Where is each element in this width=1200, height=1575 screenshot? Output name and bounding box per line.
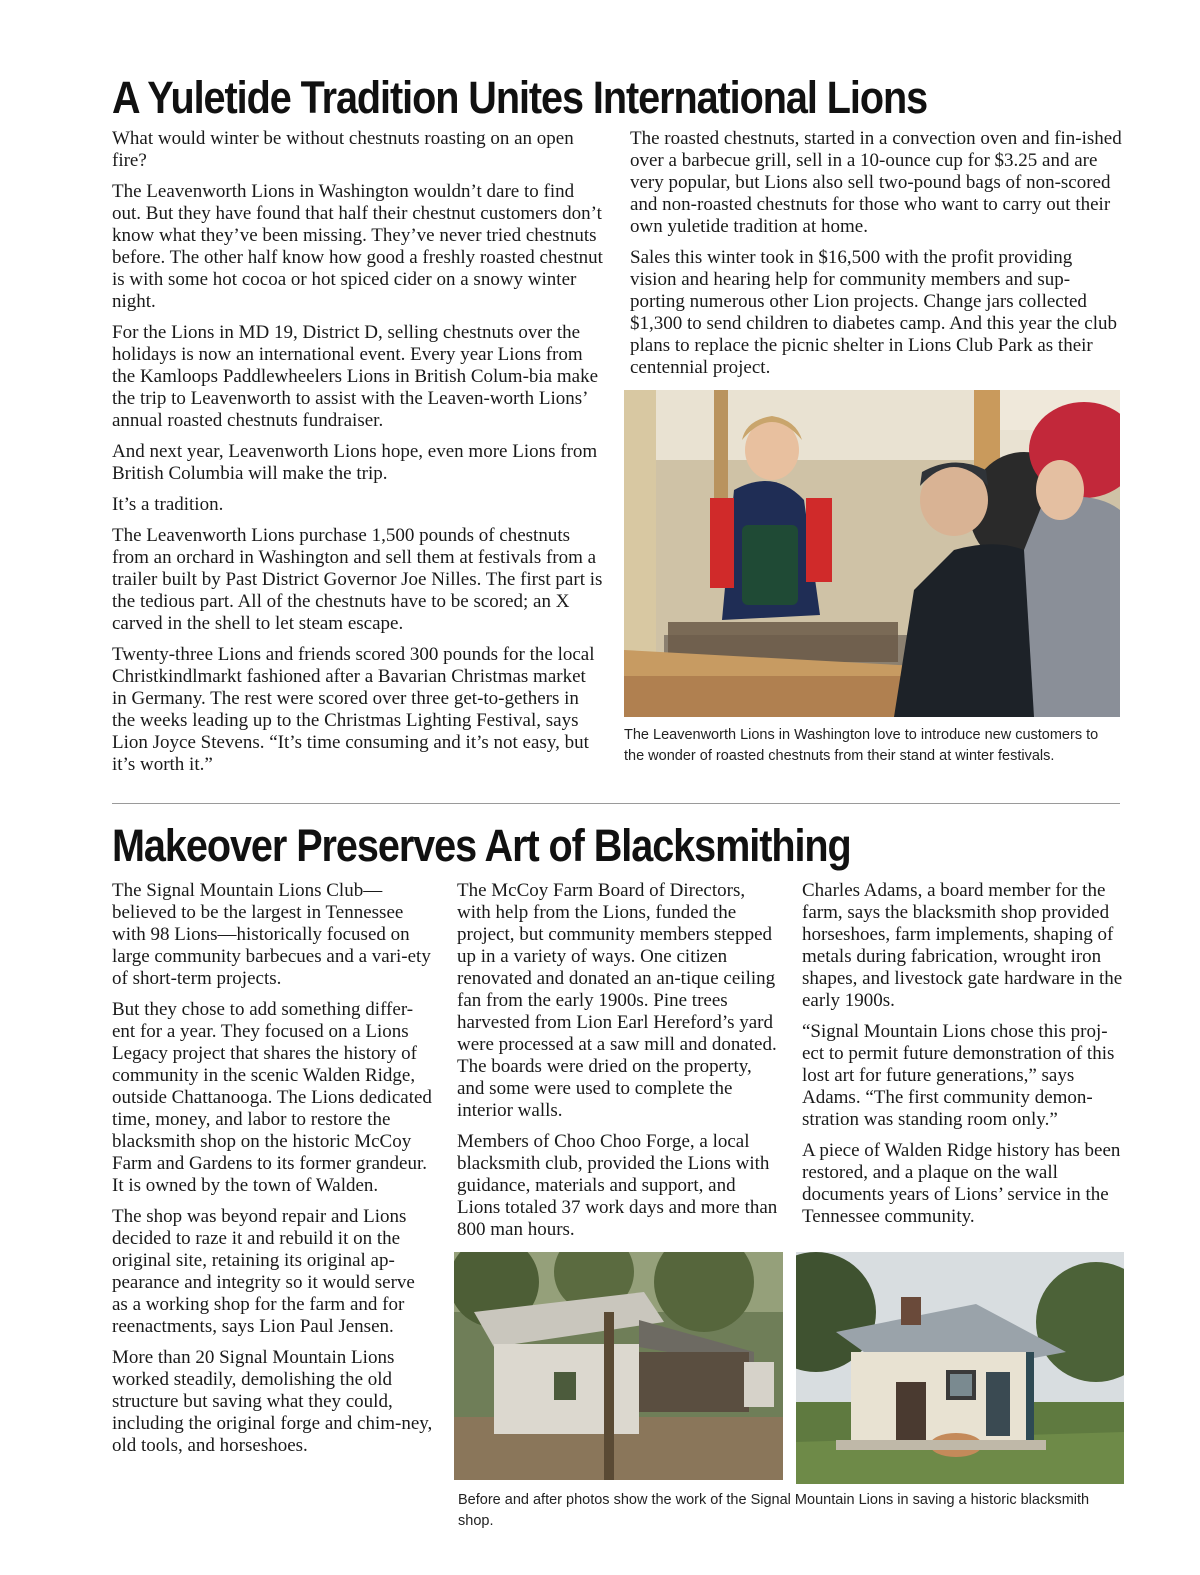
article-title-blacksmithing: Makeover Preserves Art of Blacksmithing [112, 820, 851, 871]
section-divider [112, 803, 1120, 804]
paragraph: And next year, Leavenworth Lions hope, even more Lions from British Columbia will make the trip. [112, 441, 598, 484]
paragraph: The Signal Mountain Lions Club—believed to be the largest in Tennessee with 98 Lions—historically focused on large community barbecues and a vari-ety of short-term projects. [112, 880, 431, 989]
photo-blacksmith-shop-after [796, 1252, 1124, 1484]
article2-column-1 [112, 880, 434, 1466]
photo-blacksmith-shop-before [454, 1252, 783, 1480]
paragraph: The Leavenworth Lions purchase 1,500 pounds of chestnuts from an orchard in Washington and sell them at festivals from a trailer built by Past District Governor Joe Nilles. The first part is the tedious part. All of the chestnuts have to be scored; an X carved in the shell to let steam escape. [112, 525, 603, 634]
paragraph: What would winter be without chestnuts roasting on an open fire? [112, 128, 574, 171]
paragraph: The McCoy Farm Board of Directors, with help from the Lions, funded the project, but community members stepped up in a variety of ways. One citizen renovated and donated an an-tique ceiling fan from the early 1900s. Pine trees harvested from Lion Earl Hereford’s yard were processed at a saw mill and donated. The boards were dried on the property, and some were used to complete the interior walls. [457, 880, 777, 1121]
article1-left-column [112, 128, 604, 785]
photo-caption-blacksmith: Before and after photos show the work of the Signal Mountain Lions in saving a historic blacksmith shop. [458, 1492, 1090, 1529]
photo-chestnut-stand [624, 390, 1120, 717]
paragraph: The roasted chestnuts, started in a convection oven and fin-ished over a barbecue grill, sell in a 10-ounce cup for $3.25 and are very popular, but Lions also sell two-pound bags of non-scored and non-roasted chestnuts for those who want to carry out their own yuletide tradition at home. [630, 128, 1122, 237]
paragraph: Twenty-three Lions and friends scored 300 pounds for the local Christkindlmarkt fashioned after a Bavarian Christmas market in Germany. The rest were scored over three get-to-gethers in the weeks leading up to the Christmas Lighting Festival, says Lion Joyce Stevens. “It’s time consuming and it’s not easy, but it’s worth it.” [112, 644, 595, 775]
paragraph: Sales this winter took in $16,500 with the profit providing vision and hearing help for community members and sup-porting numerous other Lion projects. Change jars collected $1,300 to send children to diabetes camp. And this year the club plans to replace the picnic shelter in Lions Club Park as their centennial project. [630, 247, 1118, 378]
paragraph: “Signal Mountain Lions chose this proj-ect to permit future demonstration of this lost art for future generations,” says Adams. “The first community demon-stration was standing room only.” [802, 1021, 1115, 1130]
paragraph: But they chose to add something differ-ent for a year. They focused on a Lions Legacy project that shares the history of community in the scenic Walden Ridge, outside Chattanooga. The Lions dedicated time, money, and labor to restore the blacksmith shop on the historic McCoy Farm and Gardens to its former grandeur. It is owned by the town of Walden. [112, 999, 432, 1196]
paragraph: Charles Adams, a board member for the farm, says the blacksmith shop provided horseshoes, farm implements, shaping of metals during fabrication, wrought iron shapes, and livestock gate hardware in the early 1900s. [802, 880, 1123, 1011]
paragraph: The Leavenworth Lions in Washington wouldn’t dare to find out. But they have found that half their chestnut customers don’t know what they’ve been missing. They’ve never tried chestnuts before. The other half know how good a freshly roasted chestnut is with some hot cocoa or hot spiced cider on a snowy winter night. [112, 181, 603, 312]
article-title-yuletide: A Yuletide Tradition Unites International Lions [112, 72, 928, 123]
article2-column-3 [802, 880, 1124, 1237]
paragraph: The shop was beyond repair and Lions decided to raze it and rebuild it on the original site, retaining its original ap-pearance and integrity so it would serve as a working shop for the farm and for reenactments, says Lion Paul Jensen. [112, 1206, 415, 1337]
paragraph: For the Lions in MD 19, District D, selling chestnuts over the holidays is now an international event. Every year Lions from the Kamloops Paddlewheelers Lions in British Colum-bia make the trip to Leavenworth to assist with the Leaven-worth Lions’ annual roasted chestnuts fundraiser. [112, 322, 599, 431]
paragraph: More than 20 Signal Mountain Lions worked steadily, demolishing the old structure but saving what they could, including the original forge and chim-ney, old tools, and horseshoes. [112, 1347, 433, 1456]
paragraph: Members of Choo Choo Forge, a local blacksmith club, provided the Lions with guidance, materials and support, and Lions totaled 37 work days and more than 800 man hours. [457, 1131, 778, 1240]
paragraph: It’s a tradition. [112, 494, 224, 515]
article1-right-column [630, 128, 1122, 388]
paragraph: A piece of Walden Ridge history has been restored, and a plaque on the wall documents years of Lions’ service in the Tennessee community. [802, 1140, 1121, 1227]
photo-caption-chestnut: The Leavenworth Lions in Washington love to introduce new customers to the wonder of roasted chestnuts from their stand at winter festivals. [624, 727, 1099, 764]
article2-column-2 [457, 880, 779, 1250]
